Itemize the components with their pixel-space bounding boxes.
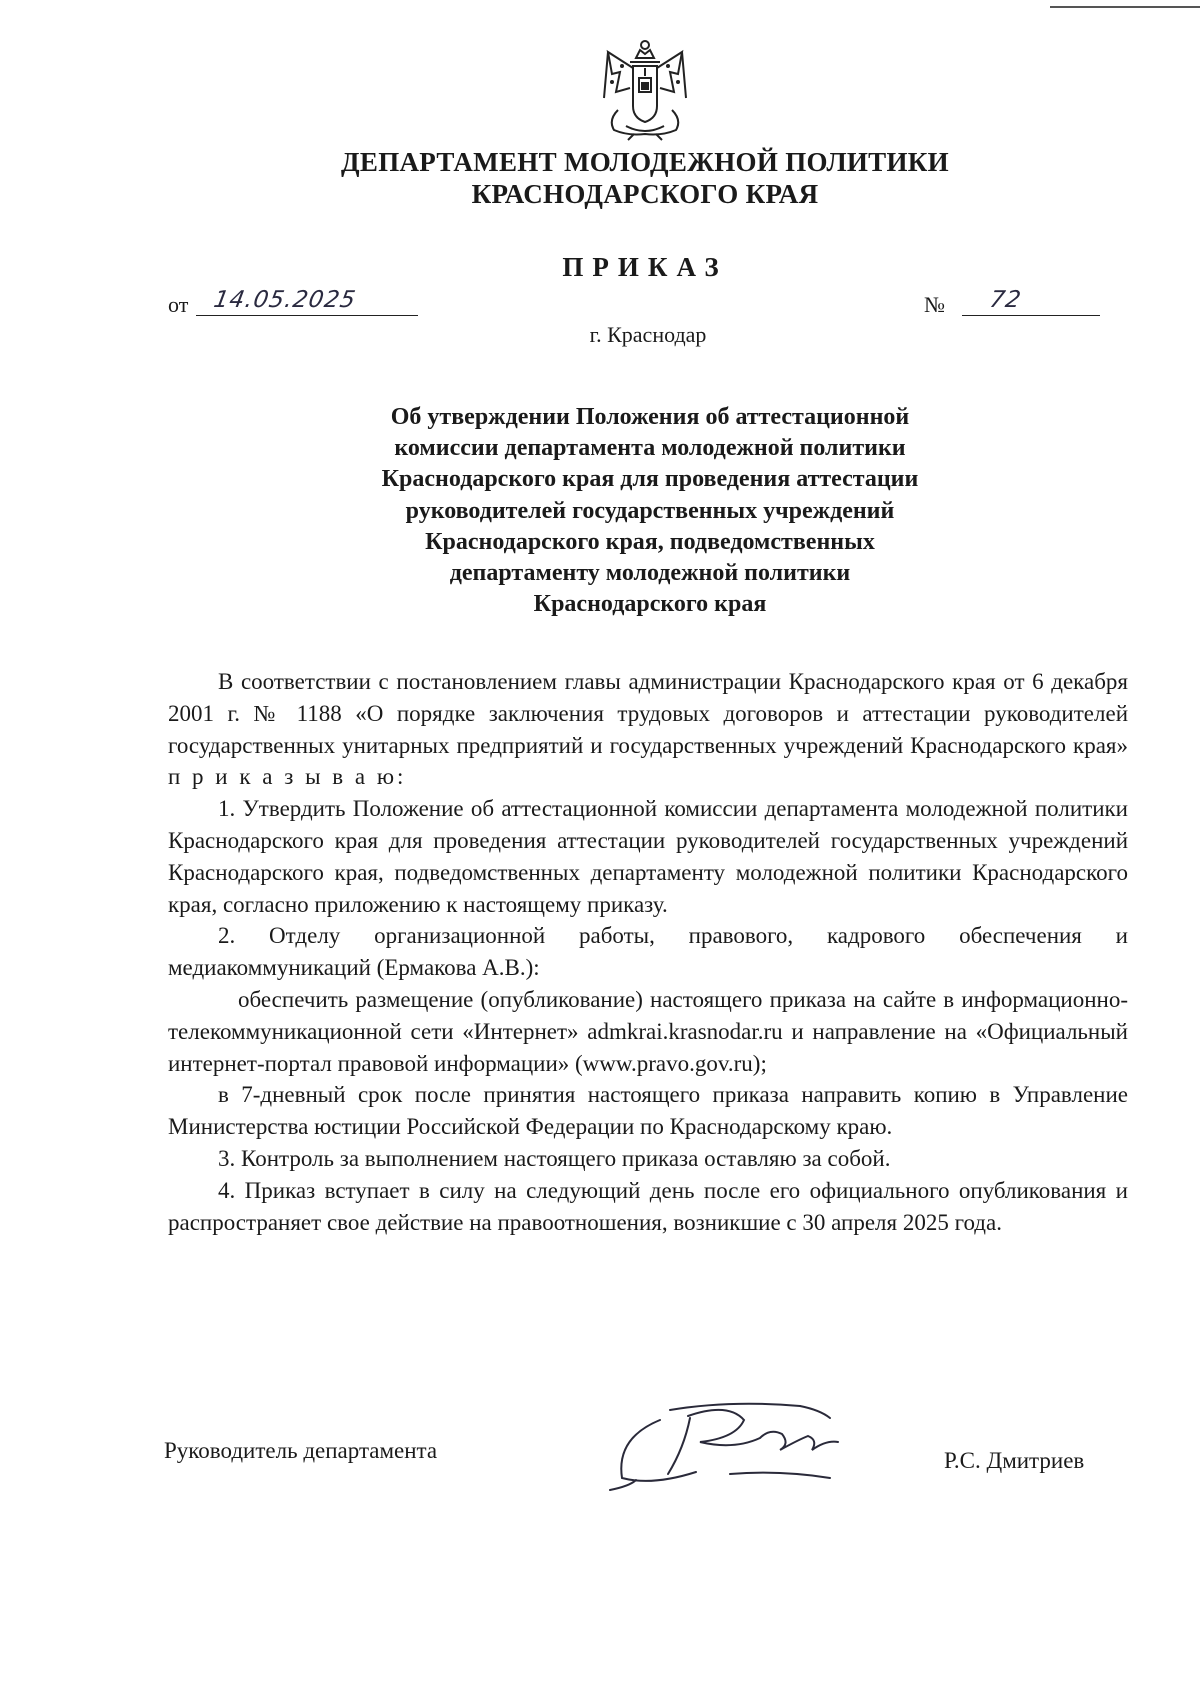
order-body [168, 666, 1128, 1238]
scan-edge-line [1050, 6, 1200, 8]
department-name-line1: ДЕПАРТАМЕНТ МОЛОДЕЖНОЙ ПОЛИТИКИ [341, 147, 949, 177]
item-3: 3. Контроль за выполнением настоящего приказа оставляю за собой. [218, 1145, 891, 1171]
item-2-ministry-copy: в 7-дневный срок после принятия настоящего приказа направить копию в Управление Министерства юстиции Российской Федерации по Краснодарскому краю. [168, 1082, 1128, 1140]
preamble-paragraph [168, 666, 1128, 793]
number-label: № [924, 292, 945, 317]
item-2: 2. Отделу организационной работы, правового, кадрового обеспечения и медиакоммуникаций (Ермакова А.В.): [168, 923, 1128, 981]
number-underline [962, 315, 1100, 316]
city-line: г. Краснодар [589, 322, 707, 347]
document-type-title: ПРИКАЗ [562, 252, 728, 282]
preamble-text: В соответствии с постановлением главы администрации Краснодарского края от 6 декабря 2001 г. № 1188 «О порядке заключения трудовых договоров и аттестации руководителей государственных унитарных предприятий и государственных учреждений Краснодарского края» [168, 669, 1128, 758]
coat-of-arms-emblem [600, 38, 690, 142]
item-1: 1. Утвердить Положение об аттестационной комиссии департамента молодежной политики Краснодарского края для проведения аттестации руководителей государственных учреждений Краснодарского края, подведомственных департаменту молодежной политики Краснодарского края, согласно приложению к настоящему приказу. [168, 796, 1128, 917]
subject-line: Об утверждении Положения об аттестационной [390, 404, 910, 430]
handwritten-signature [600, 1390, 870, 1510]
order-date: 14.05.2025 [211, 287, 358, 313]
order-number: 72 [987, 287, 1024, 313]
signer-name: Р.С. Дмитриев [944, 1448, 1085, 1473]
subject-line: департаменту молодежной политики [449, 560, 851, 587]
subject-line: Краснодарского края для проведения аттестации [381, 466, 919, 493]
signer-position: Руководитель департамента [164, 1438, 438, 1463]
preamble-action: п р и к а з ы в а ю: [168, 764, 407, 790]
item-4: 4. Приказ вступает в силу на следующий день после его официального опубликования и распространяет свое действие на правоотношения, возникшие с 30 апреля 2025 года. [168, 1177, 1128, 1235]
department-name-line2: КРАСНОДАРСКОГО КРАЯ [471, 179, 819, 209]
subject-line: Краснодарского края [533, 591, 767, 618]
subject-line: комиссии департамента молодежной политики [394, 435, 906, 462]
order-subject [260, 402, 1040, 620]
subject-line: руководителей государственных учреждений [405, 497, 895, 524]
item-2-publication: обеспечить размещение (опубликование) настоящего приказа на сайте в информационно-телекоммуникационной сети «Интернет» admkrai.krasnodar.ru и направление на «Официальный интернет-портал правовой информации» (www.pravo.gov.ru); [168, 986, 1128, 1076]
date-label: от [168, 292, 189, 317]
date-underline [196, 315, 418, 316]
subject-line: Краснодарского края, подведомственных [425, 528, 875, 555]
